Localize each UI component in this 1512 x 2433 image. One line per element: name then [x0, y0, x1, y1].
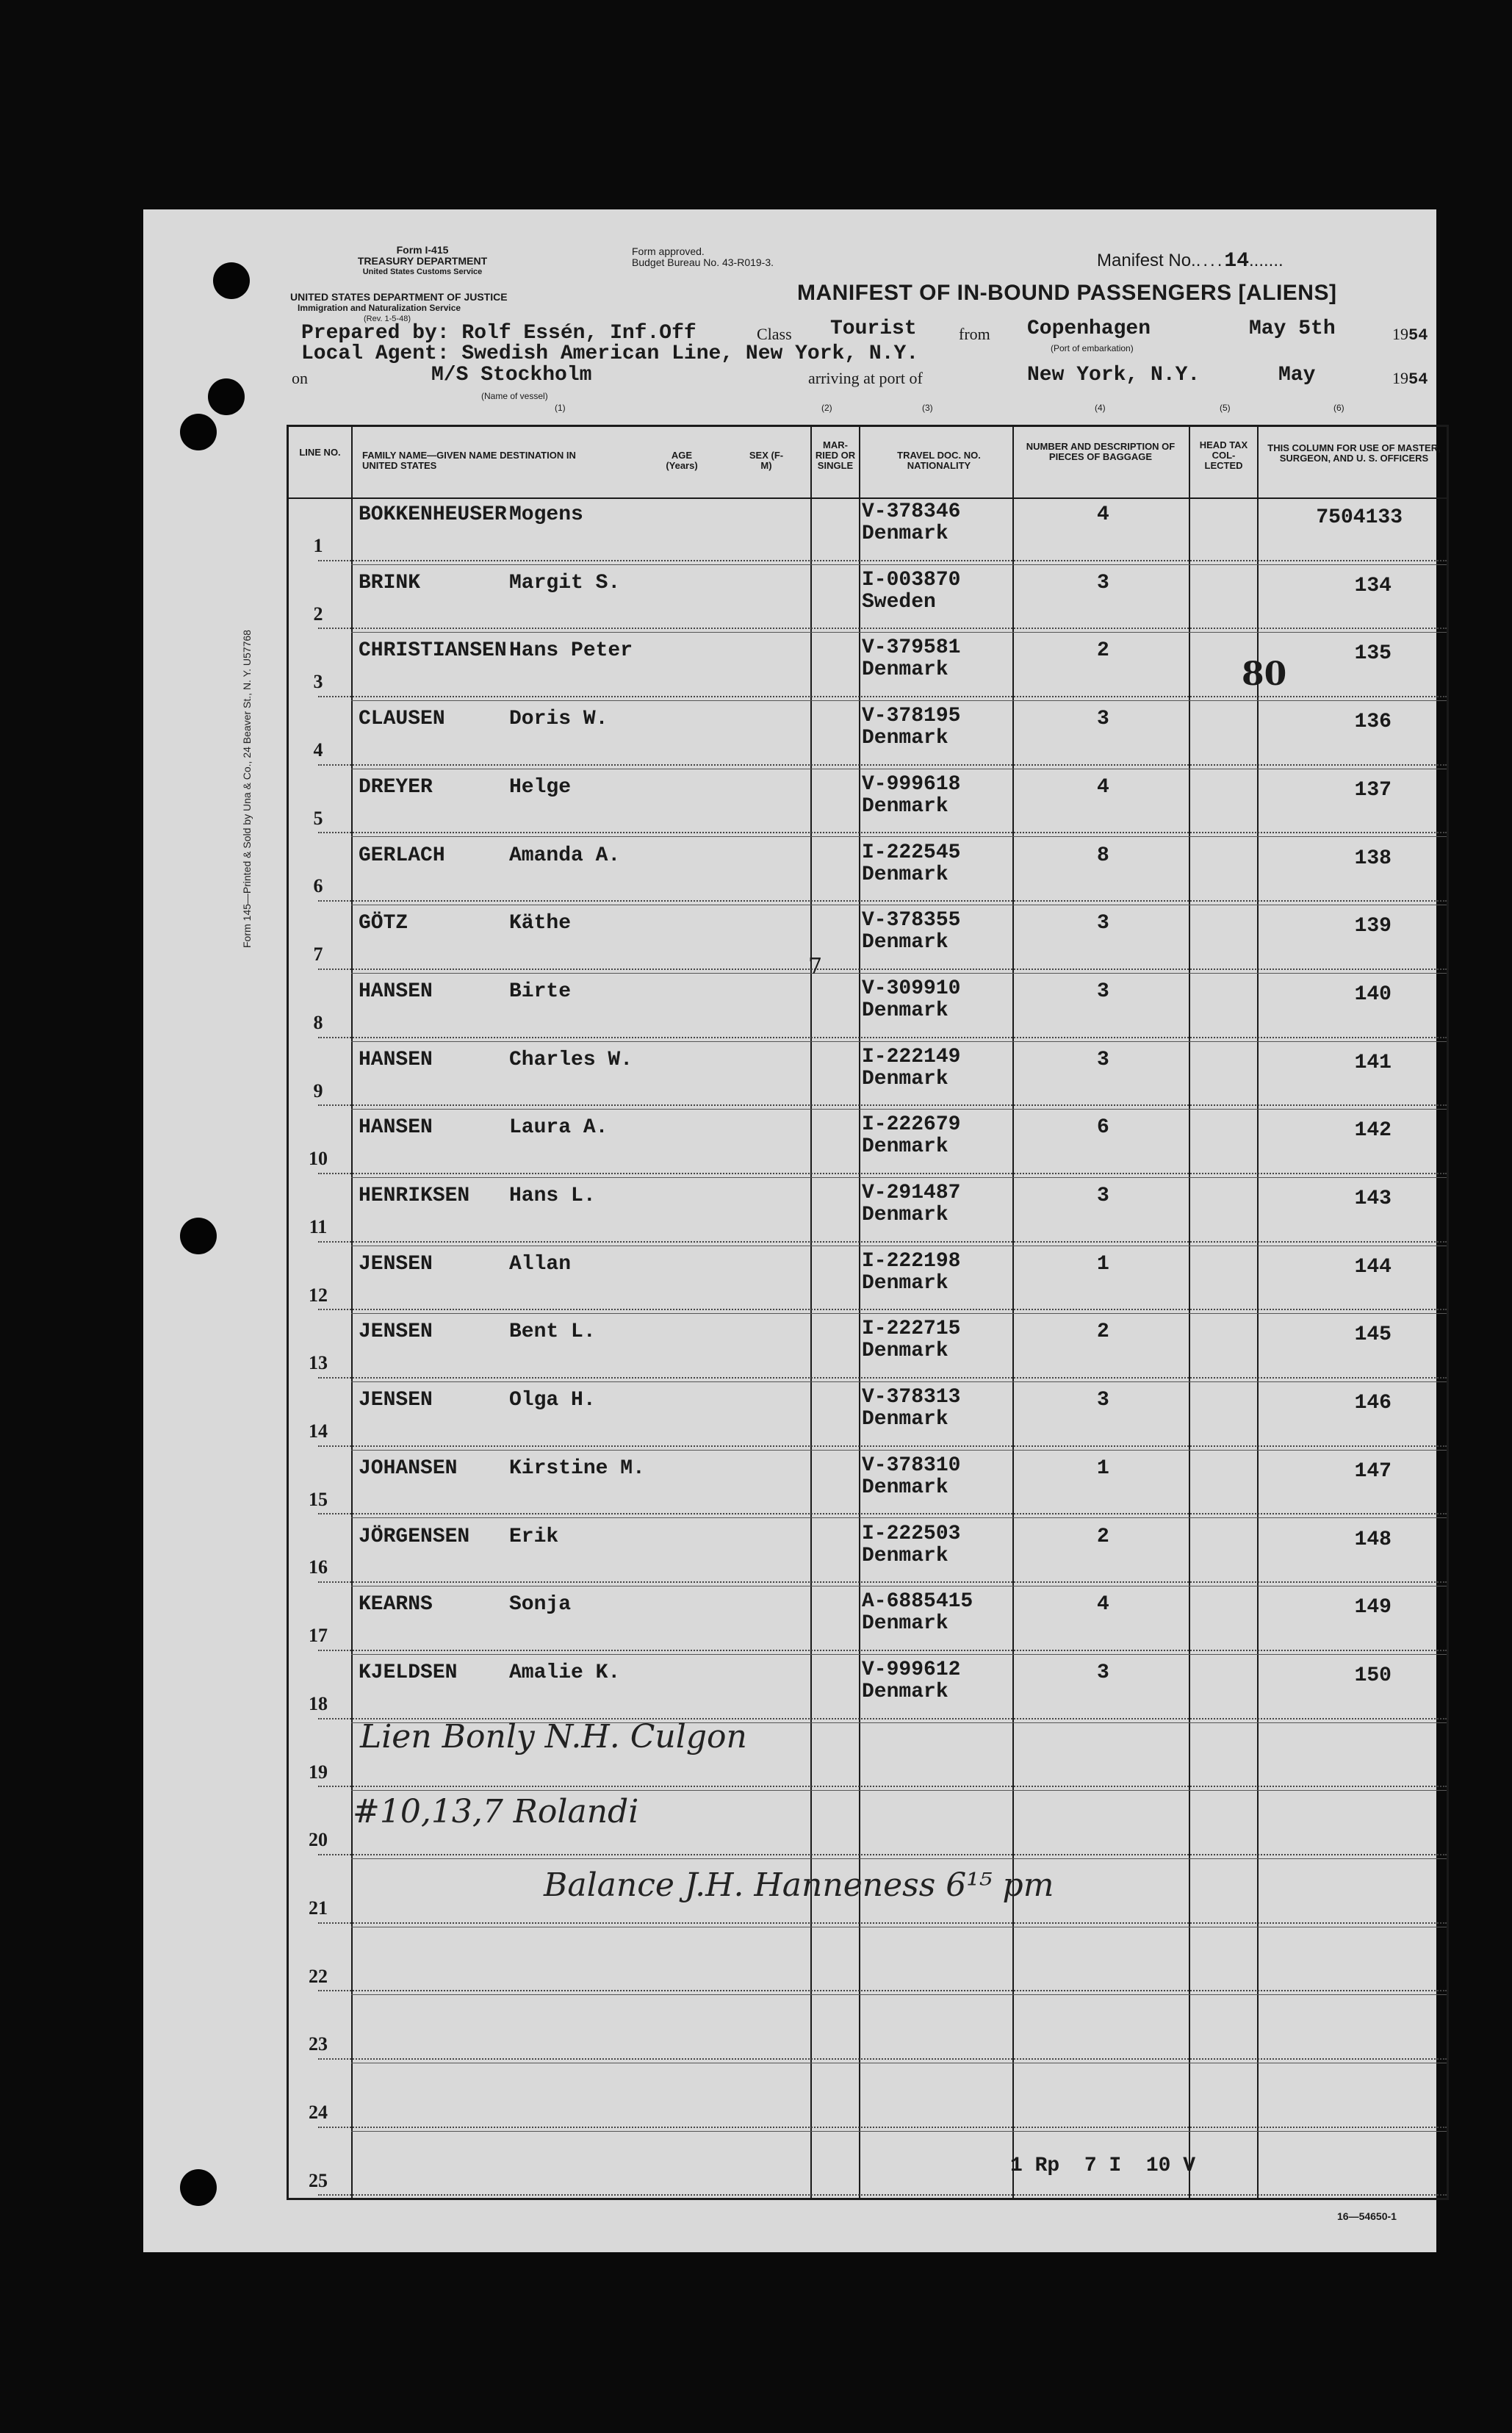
col-age: AGE (Years) [666, 450, 698, 471]
baggage-count: 6 [1097, 1116, 1109, 1140]
travel-doc-number: V-378195 [862, 705, 961, 728]
travel-doc-number: V-378313 [862, 1386, 961, 1409]
given-name: Charles W. [509, 1048, 633, 1071]
baggage-count: 2 [1097, 1320, 1109, 1344]
given-name: Amalie K. [509, 1661, 621, 1684]
binder-hole [180, 414, 217, 450]
nationality: Denmark [862, 863, 948, 886]
departure-date: May 5th [1249, 317, 1336, 340]
port-of-embarkation: Copenhagen [1027, 317, 1151, 340]
officer-number: 144 [1354, 1255, 1392, 1279]
justice-department: UNITED STATES DEPARTMENT OF JUSTICE Immigration and Naturalization Service (Rev. 1-5-48) [290, 291, 508, 323]
nationality: Denmark [862, 1680, 948, 1703]
officer-number: 147 [1354, 1459, 1392, 1483]
binder-hole [208, 378, 245, 415]
officer-number: 143 [1354, 1187, 1392, 1210]
officer-number: 134 [1354, 574, 1392, 597]
given-name: Allan [509, 1252, 572, 1276]
nationality: Denmark [862, 1204, 948, 1226]
nationality: Denmark [862, 1340, 948, 1363]
officer-number: 139 [1354, 915, 1392, 938]
officer-number: 141 [1354, 1051, 1392, 1074]
nationality: Denmark [862, 522, 948, 545]
officer-number: 150 [1354, 1664, 1392, 1687]
nationality: Denmark [862, 1476, 948, 1499]
line-number: 6 [313, 875, 323, 897]
officer-number: 136 [1354, 711, 1392, 734]
col-num-1: (1) [555, 403, 566, 413]
family-name: KJELDSEN [359, 1661, 458, 1684]
table-row [289, 2132, 1447, 2201]
line-number: 13 [309, 1352, 328, 1374]
table-row [289, 1996, 1447, 2064]
line-number: 8 [313, 1011, 323, 1033]
table-row [289, 566, 1447, 634]
table-row [289, 906, 1447, 974]
col-num-3: (3) [922, 403, 933, 413]
arrival-port: New York, N.Y. [1027, 364, 1200, 387]
arriving-label: arriving at port of [808, 369, 923, 387]
line-number: 10 [309, 1148, 328, 1170]
baggage-count: 3 [1097, 1048, 1109, 1071]
from-label: from [959, 325, 990, 343]
family-name: CHRISTIANSEN [359, 639, 507, 663]
binder-hole [180, 1218, 217, 1254]
col-line-no: LINE NO. [299, 447, 341, 458]
line-number: 9 [313, 1079, 323, 1102]
given-name: Erik [509, 1525, 559, 1548]
given-name: Helge [509, 775, 572, 799]
given-name: Sonja [509, 1593, 572, 1617]
baggage-count: 8 [1097, 844, 1109, 867]
officer-number: 146 [1354, 1392, 1392, 1415]
binder-hole [180, 2169, 217, 2206]
family-name: JENSEN [359, 1252, 433, 1276]
baggage-count: 3 [1097, 980, 1109, 1003]
family-name: JOHANSEN [359, 1456, 458, 1480]
officer-number: 148 [1354, 1528, 1392, 1551]
nationality: Denmark [862, 1612, 948, 1636]
nationality: Denmark [862, 1408, 948, 1431]
travel-doc-number: I-222198 [862, 1249, 961, 1273]
baggage-count: 1 [1097, 1252, 1109, 1276]
col-officers: THIS COLUMN FOR USE OF MASTER, SURGEON, AND U. S. OFFICERS [1267, 442, 1441, 464]
line-number: 25 [309, 2169, 328, 2191]
table-row [289, 1587, 1447, 1656]
given-name: Margit S. [509, 571, 621, 594]
table-row [289, 2064, 1447, 2132]
baggage-count: 2 [1097, 639, 1109, 663]
line-number: 3 [313, 671, 323, 693]
family-name: HANSEN [359, 1048, 433, 1071]
baggage-count: 3 [1097, 912, 1109, 935]
travel-doc-number: V-378355 [862, 909, 961, 932]
year-1: 1954 [1392, 325, 1428, 345]
table-row [289, 1110, 1447, 1179]
travel-doc-number: V-999612 [862, 1658, 961, 1681]
baggage-count: 3 [1097, 1185, 1109, 1207]
signature-1: Lien Bonly N.H. Culgon [360, 1718, 747, 1755]
signature-3: Balance J.H. Hanneness 6¹⁵ pm [544, 1866, 1054, 1904]
line-number: 12 [309, 1284, 328, 1306]
officer-number: 135 [1354, 642, 1392, 666]
line-number: 18 [309, 1692, 328, 1714]
given-name: Laura A. [509, 1116, 608, 1140]
marginal-number: 7 [808, 954, 823, 980]
col-sex: SEX (F-M) [749, 450, 784, 471]
travel-doc-number: I-003870 [862, 568, 961, 592]
travel-doc-number: V-291487 [862, 1182, 961, 1204]
nationality: Denmark [862, 999, 948, 1022]
line-number: 17 [309, 1625, 328, 1647]
given-name: Hans Peter [509, 639, 633, 663]
baggage-count: 4 [1097, 1593, 1109, 1617]
family-name: BRINK [359, 571, 421, 594]
tally-note: 1 Rp 7 I 10 V [1010, 2155, 1196, 2177]
family-name: DREYER [359, 775, 433, 799]
family-name: GÖTZ [359, 912, 408, 935]
table-row [289, 1383, 1447, 1451]
line-number: 14 [309, 1420, 328, 1442]
given-name: Mogens [509, 503, 583, 526]
form-approved: Form approved. Budget Bureau No. 43-R019-3. [632, 245, 774, 268]
table-row [289, 497, 1447, 566]
line-number: 19 [309, 1761, 328, 1783]
table-row [289, 1179, 1447, 1247]
col-name: FAMILY NAME—GIVEN NAME DESTINATION IN UNITED STATES [362, 450, 576, 471]
officer-number: 145 [1354, 1323, 1392, 1347]
baggage-count: 3 [1097, 1661, 1109, 1684]
signature-2: #10,13,7 Rolandi [353, 1793, 639, 1830]
travel-doc-number: V-379581 [862, 636, 961, 660]
nationality: Sweden [862, 590, 936, 614]
given-name: Kirstine M. [509, 1456, 645, 1480]
family-name: HANSEN [359, 980, 433, 1003]
officer-number: 142 [1354, 1119, 1392, 1143]
local-agent: Local Agent: Swedish American Line, New York, N.Y. [301, 342, 919, 365]
travel-doc-number: I-222679 [862, 1113, 961, 1137]
col-num-6: (6) [1333, 403, 1344, 413]
baggage-count: 4 [1097, 775, 1109, 799]
arrival-month: May [1278, 364, 1316, 387]
line-number: 5 [313, 807, 323, 829]
given-name: Käthe [509, 912, 572, 935]
family-name: JENSEN [359, 1320, 433, 1344]
binder-hole [213, 262, 250, 299]
family-name: KEARNS [359, 1593, 433, 1617]
nationality: Denmark [862, 931, 948, 955]
family-name: CLAUSEN [359, 708, 445, 731]
travel-doc-number: V-999618 [862, 772, 961, 796]
travel-doc-number: I-222715 [862, 1318, 961, 1341]
class-label: Class [757, 325, 792, 343]
officer-number: 149 [1354, 1596, 1392, 1620]
family-name: JÖRGENSEN [359, 1525, 470, 1548]
line-number: 4 [313, 739, 323, 761]
family-name: JENSEN [359, 1389, 433, 1412]
given-name: Olga H. [509, 1389, 596, 1412]
line-number: 11 [309, 1215, 328, 1237]
table-row [289, 770, 1447, 838]
travel-doc-number: V-378310 [862, 1453, 961, 1477]
nationality: Denmark [862, 1544, 948, 1567]
line-number: 2 [313, 603, 323, 625]
travel-doc-number: I-222503 [862, 1522, 961, 1545]
table-row [289, 838, 1447, 907]
nationality: Denmark [862, 794, 948, 818]
line-number: 20 [309, 1829, 328, 1851]
vessel-note: (Name of vessel) [481, 391, 548, 401]
officer-number: 7504133 [1316, 506, 1403, 529]
on-label: on [292, 369, 308, 387]
printer-imprint: Form 145—Printed & Sold by Una & Co., 24 Beaver St., N. Y. U57768 [241, 630, 253, 948]
baggage-count: 3 [1097, 571, 1109, 594]
given-name: Amanda A. [509, 844, 621, 867]
table-row [289, 1520, 1447, 1588]
col-baggage: NUMBER AND DESCRIPTION OF PIECES OF BAGGAGE [1026, 441, 1176, 462]
port-embark-note: (Port of embarkation) [1051, 343, 1134, 353]
line-number: 7 [313, 944, 323, 966]
vessel-name: M/S Stockholm [431, 364, 592, 387]
family-name: HANSEN [359, 1116, 433, 1140]
given-name: Doris W. [509, 708, 608, 731]
officer-number: 140 [1354, 982, 1392, 1006]
line-number: 21 [309, 1897, 328, 1919]
table-row [289, 702, 1447, 770]
nationality: Denmark [862, 1067, 948, 1090]
footer-code: 16—54650-1 [1337, 2210, 1397, 2222]
nationality: Denmark [862, 727, 948, 750]
travel-doc-number: I-222149 [862, 1045, 961, 1068]
travel-doc-number: V-378346 [862, 500, 961, 523]
given-name: Birte [509, 980, 572, 1003]
line-number: 1 [313, 534, 323, 556]
baggage-count: 3 [1097, 1389, 1109, 1412]
form-number: Form I-415 TREASURY DEPARTMENT United States Customs Service [357, 244, 488, 276]
prepared-by: Prepared by: Rolf Essén, Inf.Off [301, 322, 696, 345]
table-row [289, 1315, 1447, 1383]
baggage-count: 2 [1097, 1525, 1109, 1548]
col-num-2: (2) [821, 403, 832, 413]
line-number: 15 [309, 1488, 328, 1510]
col-travel-doc: TRAVEL DOC. NO. NATIONALITY [897, 450, 981, 471]
col-head-tax: HEAD TAX COL- LECTED [1199, 439, 1248, 471]
col-num-5: (5) [1220, 403, 1231, 413]
family-name: BOKKENHEUSER [359, 503, 507, 526]
line-number: 16 [309, 1556, 328, 1578]
year-2: 1954 [1392, 369, 1428, 389]
line-number: 22 [309, 1965, 328, 1987]
table-row [289, 1928, 1447, 1997]
head-tax-mark: 80 [1242, 655, 1287, 693]
officer-number: 138 [1354, 847, 1392, 870]
baggage-count: 3 [1097, 708, 1109, 731]
manifest-title: MANIFEST OF IN-BOUND PASSENGERS [ALIENS] [797, 281, 1337, 305]
table-row [289, 1656, 1447, 1724]
col-married: MAR- RIED OR SINGLE [815, 439, 856, 471]
family-name: HENRIKSEN [359, 1185, 470, 1207]
table-row [289, 1043, 1447, 1111]
travel-doc-number: V-309910 [862, 977, 961, 1000]
table-row [289, 1451, 1447, 1520]
nationality: Denmark [862, 658, 948, 682]
family-name: GERLACH [359, 844, 445, 867]
table-row [289, 974, 1447, 1043]
nationality: Denmark [862, 1271, 948, 1295]
nationality: Denmark [862, 1135, 948, 1159]
baggage-count: 4 [1097, 503, 1109, 526]
class-value: Tourist [830, 317, 917, 340]
given-name: Bent L. [509, 1320, 596, 1344]
line-number: 23 [309, 2033, 328, 2055]
manifest-no-label: Manifest No.....14....... [1097, 250, 1284, 273]
officer-number: 137 [1354, 778, 1392, 802]
line-number: 24 [309, 2102, 328, 2124]
travel-doc-number: I-222545 [862, 841, 961, 864]
col-num-4: (4) [1095, 403, 1106, 413]
travel-doc-number: A-6885415 [862, 1590, 973, 1614]
baggage-count: 1 [1097, 1456, 1109, 1480]
given-name: Hans L. [509, 1185, 596, 1207]
table-row [289, 1247, 1447, 1315]
